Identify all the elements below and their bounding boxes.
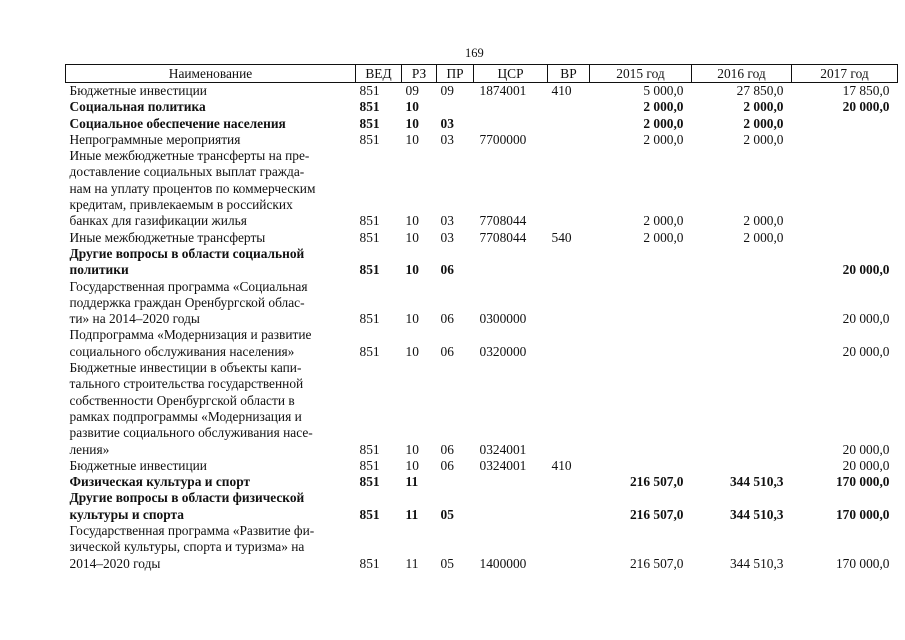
pr-cell: 03 [440, 213, 454, 229]
ved-cell: 851 [359, 457, 380, 473]
row-name-cell [66, 116, 356, 132]
row-name-line: зической культуры, спорта и туризма» на [69, 539, 305, 555]
table-body [66, 83, 898, 572]
ved-cell: 851 [359, 229, 380, 245]
vr-cell [548, 474, 590, 490]
pr-cell: 03 [440, 115, 454, 131]
table-row [66, 474, 898, 490]
row-name-line: Бюджетные инвестиции [69, 83, 207, 98]
vr-cell [548, 99, 590, 115]
pr-cell: 06 [440, 311, 454, 327]
vr-cell [548, 132, 590, 148]
row-name-cell [66, 474, 356, 490]
vr-cell [548, 327, 590, 360]
row-name-line: Подпрограмма «Модернизация и развитие [69, 327, 312, 343]
csr-cell [474, 116, 548, 132]
table-row [66, 230, 898, 246]
rz-cell: 10 [405, 115, 419, 131]
rz-cell: 10 [405, 262, 419, 278]
ved-cell: 851 [359, 441, 380, 457]
row-name-cell [66, 523, 356, 572]
amount-2015-cell: 5 000,0 [643, 83, 684, 98]
table-header [66, 65, 898, 83]
row-name-cell [66, 230, 356, 246]
column-header-2015: 2015 год [590, 65, 692, 83]
row-name-line: развитие социального обслуживания насе- [69, 425, 313, 441]
amount-2015-cell: 2 000,0 [643, 99, 684, 115]
csr-cell: 7708044 [479, 213, 527, 229]
pr-cell: 06 [440, 262, 454, 278]
vr-cell [548, 279, 590, 328]
row-name-cell [66, 360, 356, 458]
row-name-line: Другие вопросы в области социальной [69, 245, 305, 261]
amount-2015-cell [590, 327, 692, 360]
vr-cell [548, 116, 590, 132]
amount-2015-cell: 2 000,0 [643, 115, 684, 131]
table-row [66, 99, 898, 115]
ved-cell: 851 [359, 83, 380, 98]
amount-2016-cell: 344 510,3 [729, 474, 784, 490]
pr-cell [437, 474, 474, 490]
ved-cell: 851 [359, 311, 380, 327]
rz-cell: 10 [405, 457, 419, 473]
csr-cell: 1400000 [479, 555, 527, 571]
page-number: 169 [465, 46, 484, 60]
rz-cell: 10 [405, 229, 419, 245]
row-name-line: Социальная политика [69, 99, 206, 115]
column-header-rz: РЗ [402, 65, 437, 83]
row-name-line: Государственная программа «Развитие фи- [69, 523, 315, 539]
row-name-line: ти» на 2014–2020 годы [69, 311, 200, 327]
row-name-cell [66, 246, 356, 279]
row-name-cell [66, 279, 356, 328]
row-name-cell [66, 99, 356, 115]
csr-cell [474, 474, 548, 490]
budget-table [65, 64, 898, 572]
row-name-cell [66, 132, 356, 148]
amount-2017-cell: 20 000,0 [842, 311, 890, 327]
amount-2016-cell: 2 000,0 [743, 115, 784, 131]
ved-cell: 851 [359, 555, 380, 571]
amount-2016-cell [692, 279, 792, 328]
amount-2017-cell: 17 850,0 [842, 83, 890, 98]
table-row [66, 523, 898, 572]
row-name-cell [66, 327, 356, 360]
row-name-line: Непрограммные мероприятия [69, 131, 241, 147]
vr-cell [548, 523, 590, 572]
ved-cell: 851 [359, 131, 380, 147]
amount-2017-cell: 20 000,0 [842, 262, 890, 278]
amount-2016-cell [692, 360, 792, 458]
amount-2016-cell: 2 000,0 [743, 213, 784, 229]
vr-cell: 410 [551, 83, 572, 98]
rz-cell: 10 [405, 343, 419, 359]
table-row [66, 458, 898, 474]
ved-cell: 851 [359, 474, 380, 490]
table-row [66, 83, 898, 100]
pr-cell: 03 [440, 131, 454, 147]
rz-cell: 10 [405, 311, 419, 327]
amount-2015-cell: 216 507,0 [629, 474, 684, 490]
row-name-line: тального строительства государственной [69, 376, 304, 392]
amount-2017-cell [792, 132, 898, 148]
row-name-line: нам на уплату процентов по коммерческим [69, 180, 316, 196]
column-header-pr: ПР [437, 65, 474, 83]
amount-2016-cell [692, 246, 792, 279]
ved-cell: 851 [359, 506, 380, 522]
ved-cell: 851 [359, 262, 380, 278]
amount-2015-cell [590, 360, 692, 458]
ved-cell: 851 [359, 115, 380, 131]
table-row [66, 246, 898, 279]
csr-cell [474, 490, 548, 523]
amount-2017-cell [792, 230, 898, 246]
csr-cell [474, 246, 548, 279]
ved-cell: 851 [359, 343, 380, 359]
csr-cell [474, 99, 548, 115]
row-name-line: Социальное обеспечение населения [69, 115, 286, 131]
row-name-line: кредитам, привлекаемым в российских [69, 197, 293, 213]
amount-2015-cell [590, 458, 692, 474]
column-header-2016: 2016 год [692, 65, 792, 83]
column-header-2017: 2017 год [792, 65, 898, 83]
row-name-line: Государственная программа «Социальная [69, 278, 308, 294]
table-row [66, 132, 898, 148]
amount-2015-cell [590, 279, 692, 328]
row-name-line: банках для газификации жилья [69, 213, 247, 229]
row-name-cell [66, 490, 356, 523]
amount-2015-cell: 2 000,0 [643, 229, 684, 245]
amount-2017-cell: 20 000,0 [842, 343, 890, 359]
vr-cell [548, 246, 590, 279]
rz-cell: 10 [405, 441, 419, 457]
amount-2017-cell: 20 000,0 [842, 457, 890, 473]
table-row [66, 327, 898, 360]
amount-2016-cell: 27 850,0 [736, 83, 784, 98]
amount-2016-cell [692, 327, 792, 360]
amount-2017-cell: 170 000,0 [835, 506, 890, 522]
table-row [66, 490, 898, 523]
column-header-vr: ВР [548, 65, 590, 83]
amount-2016-cell [692, 458, 792, 474]
rz-cell: 11 [405, 506, 419, 522]
column-header-name: Наименование [66, 65, 356, 83]
pr-cell: 06 [440, 441, 454, 457]
row-name-line: социального обслуживания населения» [69, 343, 295, 359]
rz-cell: 10 [405, 213, 419, 229]
amount-2017-cell [792, 148, 898, 229]
row-name-line: политики [69, 262, 129, 278]
pr-cell [437, 99, 474, 115]
row-name-line: рамках подпрограммы «Модернизация и [69, 408, 302, 424]
vr-cell [548, 360, 590, 458]
csr-cell: 0324001 [479, 457, 527, 473]
ved-cell: 851 [359, 99, 380, 115]
row-name-line: Бюджетные инвестиции в объекты капи- [69, 360, 302, 376]
header-row [66, 65, 898, 83]
csr-cell: 1874001 [479, 83, 527, 98]
rz-cell: 10 [405, 131, 419, 147]
amount-2017-cell: 20 000,0 [842, 99, 890, 115]
amount-2017-cell: 20 000,0 [842, 441, 890, 457]
column-header-ved: ВЕД [356, 65, 402, 83]
rz-cell: 09 [405, 83, 419, 98]
csr-cell: 0320000 [479, 343, 527, 359]
amount-2016-cell: 2 000,0 [743, 229, 784, 245]
pr-cell: 06 [440, 457, 454, 473]
amount-2015-cell: 216 507,0 [629, 506, 684, 522]
row-name-line: Иные межбюджетные трансферты [69, 229, 266, 245]
column-header-csr: ЦСР [474, 65, 548, 83]
row-name-line: Другие вопросы в области физической [69, 490, 305, 506]
csr-cell: 0324001 [479, 441, 527, 457]
row-name-cell [66, 458, 356, 474]
amount-2017-cell: 170 000,0 [835, 474, 890, 490]
rz-cell: 11 [405, 474, 419, 490]
row-name-cell [66, 148, 356, 229]
pr-cell: 09 [440, 83, 454, 98]
row-name-cell [66, 83, 356, 100]
amount-2017-cell: 170 000,0 [835, 555, 890, 571]
row-name-line: Иные межбюджетные трансферты на пре- [69, 148, 310, 164]
amount-2017-cell [792, 116, 898, 132]
amount-2015-cell: 2 000,0 [643, 131, 684, 147]
row-name-line: Бюджетные инвестиции [69, 457, 207, 473]
amount-2016-cell: 344 510,3 [729, 506, 784, 522]
table-row [66, 360, 898, 458]
pr-cell: 06 [440, 343, 454, 359]
amount-2015-cell: 2 000,0 [643, 213, 684, 229]
csr-cell: 7700000 [479, 131, 527, 147]
row-name-line: Физическая культура и спорт [69, 474, 251, 490]
vr-cell [548, 490, 590, 523]
row-name-line: доставление социальных выплат гражда- [69, 164, 305, 180]
amount-2016-cell: 344 510,3 [729, 555, 784, 571]
pr-cell: 05 [440, 506, 454, 522]
row-name-line: 2014–2020 годы [69, 555, 161, 571]
amount-2016-cell: 2 000,0 [743, 99, 784, 115]
row-name-line: собственности Оренбургской области в [69, 392, 295, 408]
pr-cell: 05 [440, 555, 454, 571]
table-row [66, 116, 898, 132]
amount-2016-cell: 2 000,0 [743, 131, 784, 147]
csr-cell: 7708044 [479, 229, 527, 245]
amount-2015-cell [590, 246, 692, 279]
ved-cell: 851 [359, 213, 380, 229]
csr-cell: 0300000 [479, 311, 527, 327]
table-row [66, 279, 898, 328]
vr-cell: 540 [551, 229, 572, 245]
row-name-line: поддержка граждан Оренбургской облас- [69, 294, 305, 310]
amount-2015-cell: 216 507,0 [629, 555, 684, 571]
rz-cell: 10 [405, 99, 419, 115]
row-name-line: культуры и спорта [69, 506, 184, 522]
vr-cell: 410 [551, 457, 572, 473]
rz-cell: 11 [405, 555, 419, 571]
row-name-line: ления» [69, 441, 110, 457]
pr-cell: 03 [440, 229, 454, 245]
vr-cell [548, 148, 590, 229]
table-row [66, 148, 898, 229]
